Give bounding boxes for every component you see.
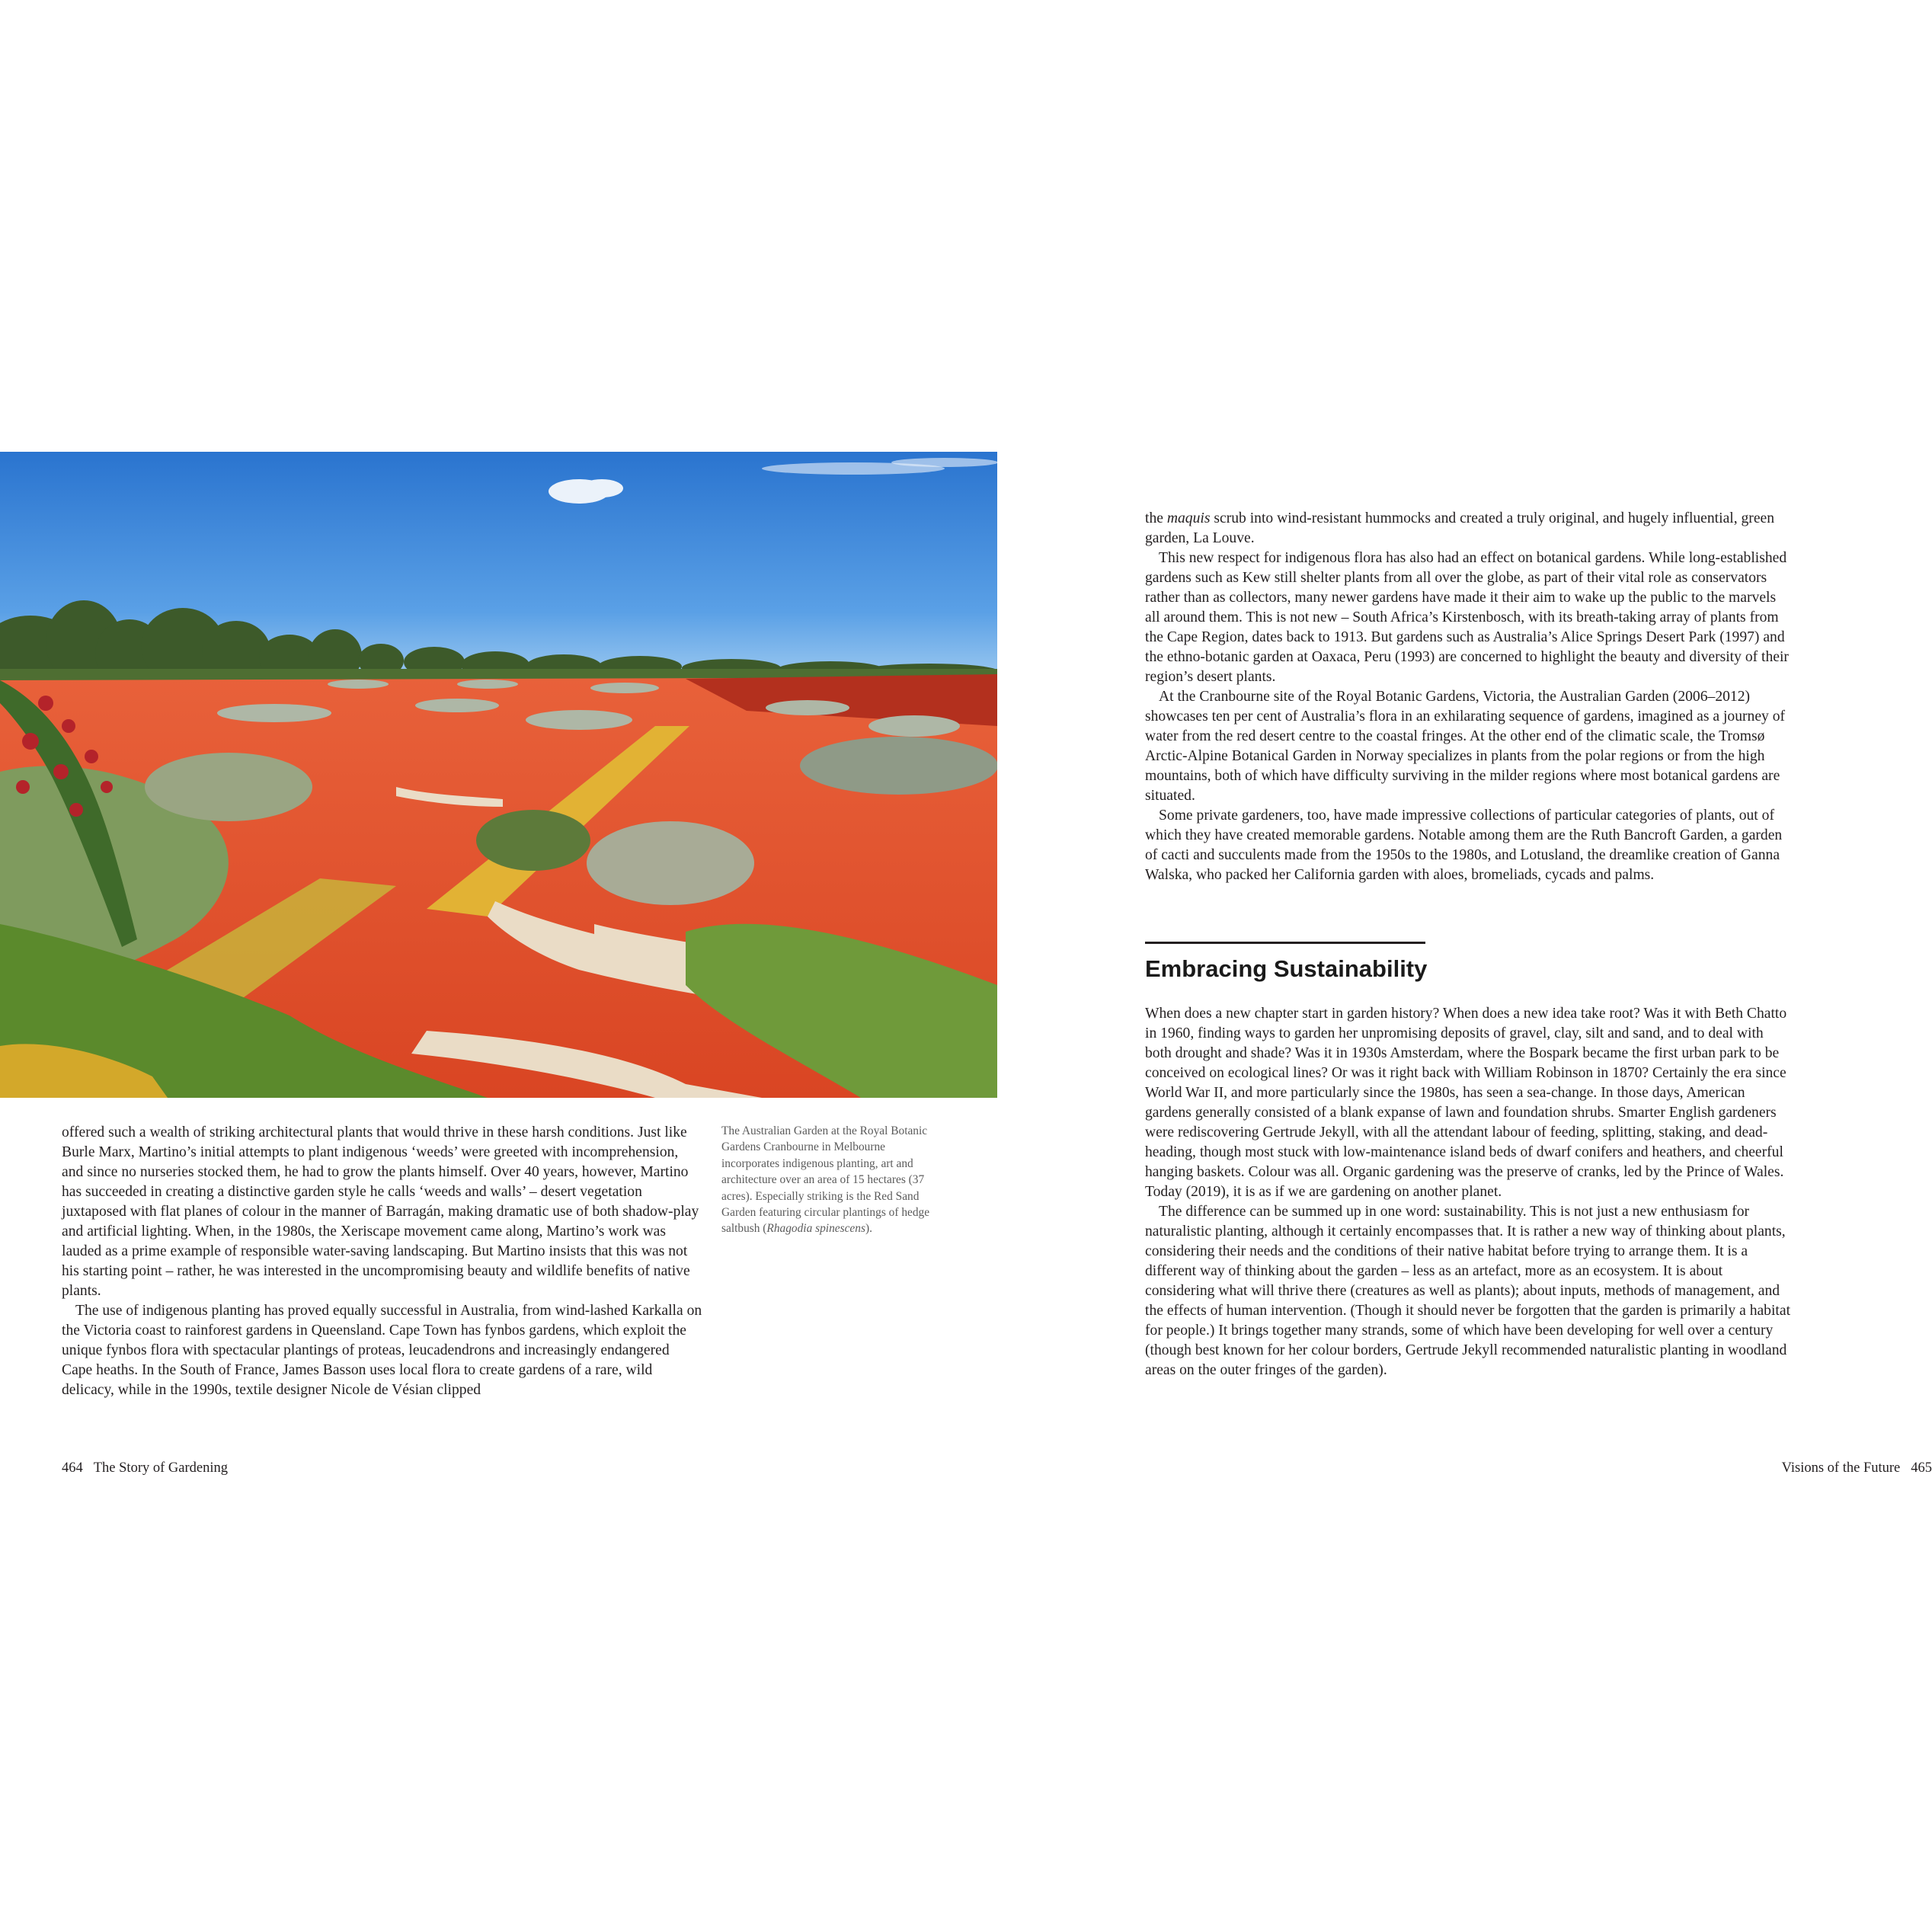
paragraph: When does a new chapter start in garden history? When does a new idea take root? Was it with Beth Chatto in 1960, finding ways to garden her unpromising deposits of gravel, clay, silt and sand, and to deal with both drought and shade? Was it in 1930s Amsterdam, where the Bospark became the first urban park to be conceived on ecological lines? Or was it right back with William Robinson in 1870? Certainly the era since World War II, and more particularly since the 1980s, has seen a sea-change. In those days, American gardens generally consisted of a blank expanse of lawn and foundation shrubs. Smarter English gardeners were rediscovering Gertrude Jekyll, with all the attendant labour of feeding, splitting, staking, and dead-heading, though most stuck with low-maintenance island beds of dwarf conifers and heathers, and cheerful hanging baskets. Colour was all. Organic gardening was the preserve of cranks, led by the Prince of Wales. Today (2019), it is as if we are gardening on another planet. [1145, 1006, 1787, 1200]
paragraph: offered such a wealth of striking architectural plants that would thrive in these harsh conditions. Just like Burle Marx, Martino’s initial attempts to plant indigenous ‘weeds’ were greeted with incomprehension, and since no nurseries stocked them, he had to grow the plants himself. Over 40 years, however, Martino has succeeded in creating a distinctive garden style he calls ‘weeds and walls’ – desert vegetation juxtaposed with flat planes of colour in the manner of Barragán, making dramatic use of both shadow-play and artificial lighting. When, in the 1980s, the Xeriscape movement came along, Martino’s work was lauded as a prime example of responsible water-saving landscaping. But Martino insists that this was not his starting point – rather, he was interested in the uncompromising beauty and wildlife benefits of native plants. [62, 1124, 699, 1299]
page-number: 464 [62, 1460, 83, 1476]
paragraph [1145, 509, 1793, 549]
right-page-text-bottom [1145, 1004, 1793, 1380]
caption-text: The Australian Garden at the Royal Botanic Gardens Cranbourne in Melbourne incorporates indigenous planting, art and architecture over an area of 15 hectares (37 acres). Especially striking is the Red Sand Garden featuring circular plantings of hedge saltbush ( [721, 1124, 930, 1236]
section-rule [1145, 942, 1425, 944]
caption-species-name: Rhagodia spinescens [766, 1222, 865, 1236]
lavender-bush [145, 753, 312, 821]
right-folio [1782, 1460, 1932, 1476]
round-bush [476, 810, 590, 871]
paragraph: This new respect for indigenous flora has also had an effect on botanical gardens. While long-established gardens such as Kew still shelter plants from all over the globe, as part of their vital role as conservators rather than as collectors, many newer gardens have made it their aim to wake up the public to the marvels all around them. This is not new – South Africa’s Kirstenbosch, with its breath-taking array of plants from the Cape Region, dates back to 1913. But gardens such as Australia’s Alice Springs Desert Park (1997) and the ethno-botanic garden at Oaxaca, Peru (1993) are concerned to highlight the beauty and diversity of their region’s desert plants. [1145, 550, 1789, 685]
italic-term: maquis [1166, 510, 1211, 526]
grey-bush [587, 821, 754, 905]
red-sand-garden-illustration [0, 452, 997, 1098]
garden-photo [0, 452, 997, 1098]
photo-caption [721, 1123, 935, 1237]
text-run: the [1145, 510, 1167, 526]
right-page-text-top [1145, 509, 1793, 885]
caption-text-end: ). [865, 1222, 872, 1236]
text-run: scrub into wind-resistant hummocks and created a truly original, and hugely influential, green garden, La Louve. [1145, 510, 1775, 546]
paragraph: The difference can be summed up in one word: sustainability. This is not just a new enthusiasm for naturalistic planting, although it certainly encompasses that. It is rather a new way of thinking about plants, considering their needs and the conditions of their native habitat before trying to arrange them. It is a different way of thinking about the garden – less as an artefact, more as an ecosystem. It is about considering what will thrive there (creatures as well as plants); about inputs, methods of management, and the effects of human intervention. (Though it should never be forgotten that the garden is primarily a habitat for people.) It brings together many strands, some of which have been developing for well over a century (though best known for her colour borders, Gertrude Jekyll recommended naturalistic planting in woodland areas on the outer fringes of the garden). [1145, 1204, 1791, 1378]
left-page-text [62, 1123, 703, 1400]
running-title: Visions of the Future [1781, 1460, 1901, 1476]
section-heading: Embracing Sustainability [1145, 955, 1428, 982]
paragraph: Some private gardeners, too, have made impressive collections of particular categories of plants, out of which they have created memorable gardens. Notable among them are the Ruth Bancroft Garden, a garden of cacti and succulents made from the 1950s to the 1980s, and Lotusland, the dreamlike creation of Ganna Walska, who packed her California garden with aloes, bromeliads, cycads and palms. [1145, 808, 1783, 883]
left-folio [62, 1460, 228, 1476]
running-title: The Story of Gardening [93, 1460, 228, 1476]
paragraph: At the Cranbourne site of the Royal Botanic Gardens, Victoria, the Australian Garden (2006–2012) showcases ten per cent of Australia’s flora in an exhilarating sequence of gardens, imagined as a journey of water from the red desert centre to the coastal fringes. At the other end of the climatic scale, the Tromsø Arctic-Alpine Botanical Garden in Norway specializes in plants from the polar regions or from the high mountains, both of which have difficulty surviving in the milder regions where most botanical gardens are situated. [1145, 689, 1786, 804]
page-number: 465 [1911, 1460, 1932, 1476]
paragraph: The use of indigenous planting has proved equally successful in Australia, from wind-lashed Karkalla on the Victoria coast to rainforest gardens in Queensland. Cape Town has fynbos gardens, which exploit the unique fynbos flora with spectacular plantings of proteas, leucadendrons and increasingly endangered Cape heaths. In the South of France, James Basson uses local flora to create gardens of a rare, wild delicacy, while in the 1990s, textile designer Nicole de Vésian clipped [62, 1303, 702, 1398]
